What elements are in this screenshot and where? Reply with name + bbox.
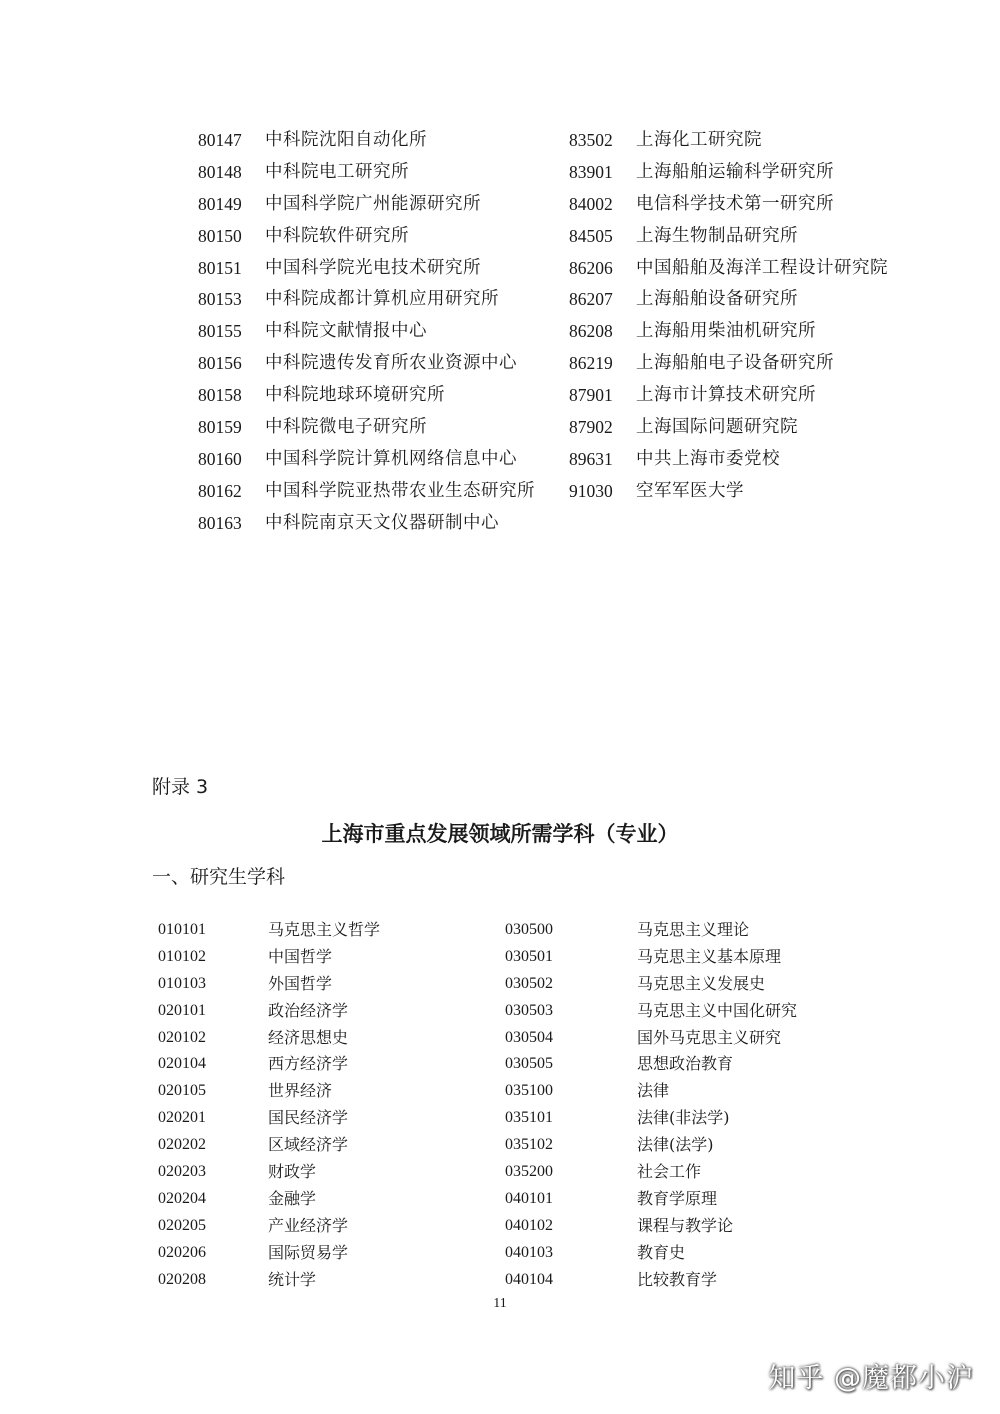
page-number: 11 <box>493 1296 507 1311</box>
subject-row-name: 产业经济学 <box>268 1215 349 1235</box>
institution-row <box>198 476 535 508</box>
institution-row <box>198 348 535 380</box>
subject-row-code: 030501 <box>505 947 553 965</box>
institution-row <box>198 380 535 412</box>
watermark: 知乎 @魔都小沪 <box>768 1363 974 1394</box>
institution-row <box>569 348 888 380</box>
subject-row-name: 社会工作 <box>637 1162 702 1182</box>
institution-row-name: 中科院地球环境研究所 <box>265 385 445 406</box>
subject-row-name: 教育史 <box>637 1242 686 1262</box>
institution-row-name: 上海船舶设备研究所 <box>636 289 798 310</box>
subject-row <box>505 1025 797 1052</box>
subject-row <box>158 1025 380 1052</box>
institution-row <box>198 412 535 444</box>
institution-row <box>198 316 535 348</box>
subject-row-code: 020202 <box>158 1136 206 1154</box>
subject-row-name: 马克思主义中国化研究 <box>637 1000 798 1020</box>
institution-row-name: 上海生物制品研究所 <box>636 225 798 246</box>
subject-row-code: 030504 <box>505 1028 553 1046</box>
institution-row <box>569 221 888 253</box>
subject-row-name: 中国哲学 <box>268 946 333 966</box>
subject-row <box>158 1105 380 1132</box>
subject-row-code: 030505 <box>505 1055 553 1073</box>
institution-row <box>569 157 888 189</box>
subject-row-code: 020208 <box>158 1270 206 1288</box>
subject-row <box>505 1213 797 1240</box>
institution-row-name: 电信科学技术第一研究所 <box>636 193 834 214</box>
subject-row-name: 马克思主义哲学 <box>268 920 381 939</box>
institution-row-code: 80150 <box>198 225 242 246</box>
institution-row <box>569 412 888 444</box>
subject-row-code: 040104 <box>505 1270 553 1288</box>
institution-row <box>198 221 535 253</box>
subject-row-name: 马克思主义发展史 <box>637 973 766 993</box>
institution-row-name: 中科院电工研究所 <box>265 161 409 182</box>
subject-row-code: 040101 <box>505 1189 553 1207</box>
subject-row-name: 课程与教学论 <box>637 1215 734 1235</box>
subject-row-name: 国际贸易学 <box>268 1242 349 1262</box>
subject-row-name: 世界经济 <box>268 1081 333 1101</box>
subject-row <box>505 1105 797 1132</box>
institution-row-code: 87902 <box>569 417 613 438</box>
institution-row <box>198 284 535 316</box>
institution-row-code: 80163 <box>198 512 242 533</box>
subject-row-name: 马克思主义理论 <box>637 920 750 939</box>
institution-row-code: 80156 <box>198 353 242 374</box>
institution-row <box>569 189 888 221</box>
institution-row-name: 上海船舶电子设备研究所 <box>636 353 834 374</box>
institution-row-code: 86208 <box>569 321 613 342</box>
subject-row-name: 国外马克思主义研究 <box>637 1027 782 1047</box>
subject-row <box>505 917 797 944</box>
institution-row-name: 中科院软件研究所 <box>265 225 409 246</box>
institution-row <box>198 253 535 285</box>
institution-row <box>569 476 888 508</box>
subject-row <box>505 1267 797 1294</box>
institution-row-name: 中国科学院广州能源研究所 <box>265 193 481 214</box>
subject-row <box>505 1186 797 1213</box>
institution-row-code: 80151 <box>198 257 242 278</box>
institution-row <box>569 125 888 157</box>
subject-row-code: 035101 <box>505 1109 553 1127</box>
institution-list-right <box>569 125 888 508</box>
appendix-label: 附录 3 <box>152 776 209 798</box>
subject-row-name: 法律(非法学) <box>637 1108 730 1128</box>
subject-row <box>158 917 380 944</box>
institution-row <box>569 253 888 285</box>
institution-row-code: 80160 <box>198 448 242 469</box>
institution-row-name: 中科院文献情报中心 <box>265 321 427 342</box>
subject-list-right <box>505 917 797 1293</box>
institution-row <box>198 157 535 189</box>
institution-row-name: 中科院成都计算机应用研究所 <box>265 289 499 310</box>
institution-row-code: 80155 <box>198 321 242 342</box>
institution-row-name: 中科院南京天文仪器研制中心 <box>265 512 499 533</box>
subject-row <box>505 1132 797 1159</box>
subject-row <box>158 1186 380 1213</box>
institution-row-code: 80147 <box>198 130 242 150</box>
subject-row <box>505 998 797 1025</box>
subject-row <box>158 971 380 998</box>
subject-row-name: 政治经济学 <box>268 1000 349 1020</box>
institution-row-code: 80149 <box>198 193 242 214</box>
subject-row-name: 金融学 <box>268 1188 317 1208</box>
subject-row-code: 030500 <box>505 921 553 938</box>
institution-row-code: 86207 <box>569 289 613 310</box>
subject-row <box>505 944 797 971</box>
institution-row-code: 80159 <box>198 417 242 438</box>
institution-row-name: 中共上海市委党校 <box>636 448 780 469</box>
subject-row-code: 010102 <box>158 947 206 965</box>
subject-row-name: 财政学 <box>268 1162 317 1182</box>
subject-row-code: 020104 <box>158 1055 206 1073</box>
subject-row <box>505 1240 797 1267</box>
subject-row <box>505 1051 797 1078</box>
institution-row-code: 87901 <box>569 385 613 406</box>
subject-row-code: 010101 <box>158 921 206 938</box>
institution-row-code: 91030 <box>569 480 613 501</box>
institution-row-name: 空军军医大学 <box>636 480 744 501</box>
institution-row-name: 中科院微电子研究所 <box>265 417 427 438</box>
institution-row-name: 上海船用柴油机研究所 <box>636 321 816 342</box>
institution-row <box>569 316 888 348</box>
institution-row-code: 80162 <box>198 480 242 501</box>
subject-row-code: 020101 <box>158 1001 206 1019</box>
institution-row-code: 84505 <box>569 225 613 246</box>
subject-row-name: 比较教育学 <box>637 1269 718 1289</box>
institution-row-code: 83901 <box>569 161 613 182</box>
institution-row-code: 80153 <box>198 289 242 310</box>
institution-row-name: 上海市计算技术研究所 <box>636 385 816 406</box>
institution-row-name: 中科院沈阳自动化所 <box>265 130 427 150</box>
institution-row-code: 89631 <box>569 448 613 469</box>
subject-row-name: 经济思想史 <box>268 1027 349 1047</box>
institution-row-code: 80158 <box>198 385 242 406</box>
subject-row-code: 040103 <box>505 1243 553 1261</box>
institution-row-name: 中国科学院亚热带农业生态研究所 <box>265 480 535 501</box>
subject-row <box>158 998 380 1025</box>
institution-row <box>198 125 535 157</box>
institution-row-name: 上海船舶运输科学研究所 <box>636 161 834 182</box>
subject-row-code: 010103 <box>158 974 206 992</box>
subject-row-name: 法律(法学) <box>637 1135 714 1155</box>
subject-row-name: 外国哲学 <box>268 973 333 993</box>
institution-row-name: 中国科学院计算机网络信息中心 <box>265 448 517 469</box>
institution-row-code: 86206 <box>569 257 613 278</box>
institution-row <box>198 444 535 476</box>
institution-row-code: 86219 <box>569 353 613 374</box>
subject-row-name: 马克思主义基本原理 <box>637 946 782 966</box>
subject-row <box>505 1159 797 1186</box>
subject-row-name: 教育学原理 <box>637 1188 718 1208</box>
subject-row <box>158 1051 380 1078</box>
subject-row-code: 020204 <box>158 1189 206 1207</box>
subject-row <box>158 1267 380 1294</box>
institution-row-name: 中科院遗传发育所农业资源中心 <box>265 353 517 374</box>
subject-row <box>158 1240 380 1267</box>
institution-row-code: 80148 <box>198 161 242 182</box>
subject-row-code: 035200 <box>505 1163 553 1181</box>
subject-row <box>505 971 797 998</box>
subject-row <box>158 1132 380 1159</box>
subject-row-code: 020206 <box>158 1243 206 1261</box>
subject-row-code: 020203 <box>158 1163 206 1181</box>
subject-row-code: 030503 <box>505 1001 553 1019</box>
subject-row <box>158 1159 380 1186</box>
subject-row <box>505 1078 797 1105</box>
subject-row <box>158 944 380 971</box>
section-heading: 一、研究生学科 <box>152 866 286 888</box>
subject-row-code: 035100 <box>505 1082 553 1100</box>
institution-row-code: 83502 <box>569 130 613 150</box>
subject-row <box>158 1213 380 1240</box>
subject-row-name: 区域经济学 <box>268 1135 349 1155</box>
institution-row-name: 中国科学院光电技术研究所 <box>265 257 481 278</box>
subject-row-name: 法律 <box>637 1081 670 1101</box>
institution-list-left <box>198 125 535 540</box>
subject-list-left <box>158 917 380 1293</box>
institution-row <box>569 284 888 316</box>
subject-row-name: 思想政治教育 <box>637 1054 734 1074</box>
institution-row-name: 上海化工研究院 <box>636 130 762 150</box>
institution-row <box>569 380 888 412</box>
subject-row-code: 020205 <box>158 1216 206 1234</box>
subject-row-name: 西方经济学 <box>268 1054 349 1074</box>
institution-row-code: 84002 <box>569 193 613 214</box>
institution-row <box>569 444 888 476</box>
subject-row-code: 040102 <box>505 1216 553 1234</box>
subject-row-code: 020102 <box>158 1028 206 1046</box>
subject-row-code: 030502 <box>505 974 553 992</box>
institution-row-name: 上海国际问题研究院 <box>636 417 798 438</box>
subject-row-code: 020201 <box>158 1109 206 1127</box>
subject-row-name: 国民经济学 <box>268 1108 349 1128</box>
subject-row-name: 统计学 <box>268 1269 317 1289</box>
subject-row <box>158 1078 380 1105</box>
institution-row <box>198 508 535 540</box>
institution-row <box>198 189 535 221</box>
subject-row-code: 035102 <box>505 1136 553 1154</box>
document-title: 上海市重点发展领域所需学科（专业） <box>321 822 679 846</box>
subject-row-code: 020105 <box>158 1082 206 1100</box>
institution-row-name: 中国船舶及海洋工程设计研究院 <box>636 257 888 278</box>
